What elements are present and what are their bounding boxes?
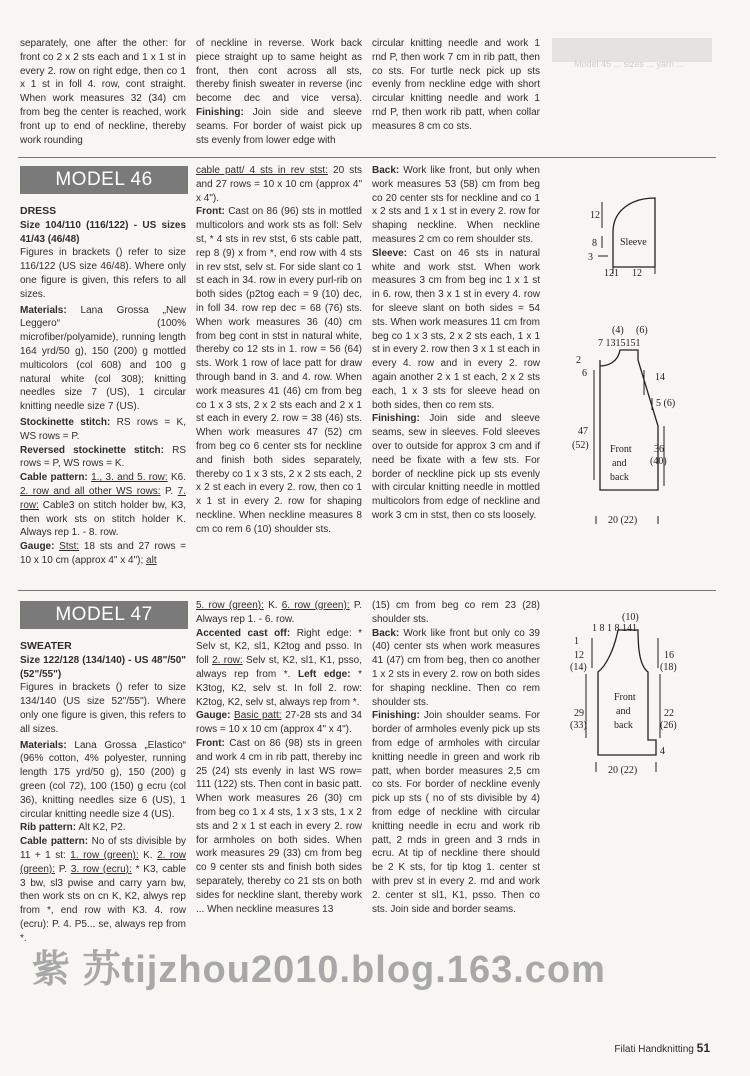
model-46-size: Size 104/110 (116/122) - US sizes 41/43 (46/48) xyxy=(20,219,186,245)
dress-dim-14: 14 xyxy=(655,372,665,383)
model-47-shoulder: (15) cm from beg co rem 23 (28) shoulder sts. xyxy=(372,600,540,625)
footer-brand: Filati Handknitting xyxy=(614,1044,694,1055)
gauge-text: 27-28 sts and 34 rows = 10 x 10 cm (approx 4" x 4"). xyxy=(196,710,362,736)
sleeve-dim-3: 3 xyxy=(588,252,593,263)
model-46-schematics xyxy=(560,190,720,530)
accent-label: Accented cast off: xyxy=(196,627,291,639)
sweater-label-and: and xyxy=(616,706,631,717)
cable-rows-3: 7. row: xyxy=(20,485,187,511)
model-46-back: Work like front, but only when work measures 53 (58) cm from beg co 20 center sts for neckline and co 1 x 2 sts and 1 x 1 st in every 2. row for shaping neckline. When neckline measures 2 cm co rem shoulder sts. xyxy=(372,165,540,245)
sweater-schematic xyxy=(560,610,720,785)
rib-text: Alt K2, P2. xyxy=(78,822,126,834)
front-label: Front: xyxy=(196,206,225,218)
materials-label: Materials: xyxy=(20,304,67,316)
top-col-3-text: circular knitting needle and work 1 rnd P, then work 7 cm in rib patt, then co sts. For turtle neck pick up sts evenly from neckline edge with short circular knitting needle and work 1 rnd P, then work rib patt, when collar measures 8 cm co sts. xyxy=(372,38,540,132)
gauge-label: Gauge: xyxy=(196,710,231,722)
cable-patt-gauge-label: cable patt/ 4 sts in rev stst: xyxy=(196,165,328,176)
row-5: 5. row (green): xyxy=(196,600,264,611)
dress-dim-bottom: 20 (22) xyxy=(608,515,638,526)
row-5-text: K. xyxy=(268,600,278,611)
row-3-text: * K3, cable 3 bw, sl3 pwise and carry yarn bw, then work sts on cn K, K2, alwys rep from *, end xyxy=(20,863,187,917)
model-47-col-1 xyxy=(20,640,186,946)
section-divider-1 xyxy=(18,157,716,158)
sweater-dim-4: 4 xyxy=(660,746,665,757)
sleeve-schematic xyxy=(588,198,655,279)
left-edge-label: Left edge: xyxy=(297,668,351,680)
top-col-1 xyxy=(20,37,186,147)
rev-stockinette-text: RS rows = P, WS rows = K. xyxy=(20,444,186,470)
rev-stockinette-label: Reversed stockinette stitch: xyxy=(20,444,164,456)
model-46-col-2 xyxy=(196,164,362,537)
sleeve-dim-8: 8 xyxy=(592,238,597,249)
model-46-finishing: Join side and sleeve seams, sew in sleeves. Fold sleeves over to outside for approx 3 cm and if need be fixate with a few sts. For border of neckline pick up sts evenly with circular knitting needle in mottled multicolors from edge of neckline and work 3 cm in stst, then co sts loosely. xyxy=(372,413,540,521)
sleeve-label: Sleeve: xyxy=(372,247,408,259)
sweater-dim-14: (14) xyxy=(570,662,587,673)
sweater-dim-22: 22 xyxy=(664,708,674,719)
model-47-size-note: Figures in brackets () refer to size 134/140 (US size 52"/55"). Where only one figure is given, this refers to all sizes. xyxy=(20,682,186,735)
row-2-text: P. xyxy=(58,863,67,875)
model-46-size-note: Figures in brackets () refer to size 116/122 (US size 46/48). Where only one figure is given, this refers to all sizes. xyxy=(20,247,186,300)
sweater-dim-16: 16 xyxy=(664,650,674,661)
dress-top-4: (4) xyxy=(612,325,624,336)
model-46-title: DRESS xyxy=(20,205,57,217)
materials-label: Materials: xyxy=(20,739,67,751)
model-46-sleeve: Cast on 46 sts in natural white and work stst. When work measures 3 cm from beg inc 1 x 1 st in 6. row, then 3 x 1 st in every 4. row for sleeve slant on both sides = 54 sts. When work measures 11 cm from beg co 1 x 3 sts, 2 x 2 sts each, 1 x 1 st in every 2. row then 3 x 1 st each in every 4. row and in every 2. row again another 2 x 1 st each, 2 x 2 sts each, 1 x 3 sts for sleeve head on both sides, then co rem sts. xyxy=(372,247,541,411)
section-divider-2 xyxy=(18,590,716,591)
cable-rows-1: 1., 3. and 5. row: xyxy=(91,472,168,484)
finishing-label: Finishing: xyxy=(372,710,420,722)
page-footer xyxy=(614,1041,710,1055)
dress-label-front: Front xyxy=(610,444,632,455)
cable-text-2: P. xyxy=(165,485,174,497)
model-47-banner: MODEL 47 xyxy=(20,601,188,629)
cable-text-3: Cable3 on stitch holder bw, K3, then work sts on stitch holder K. Always rep 1. - 8. row. xyxy=(20,499,186,539)
cable-label: Cable pattern: xyxy=(20,836,89,848)
gauge-basic: Basic patt: xyxy=(234,710,282,722)
cable-text-1: K6. xyxy=(171,472,187,484)
dress-label-and: and xyxy=(612,458,627,469)
left-edge-text: * K3tog, K2, selv st. In foll 2. row: K2tog, K2, selv st, always rep from *. xyxy=(196,668,363,708)
sleeve-dim-12: 12 xyxy=(590,210,600,221)
sweater-label-back: back xyxy=(614,720,633,731)
sweater-dim-bottom: 20 (22) xyxy=(608,765,638,776)
sweater-dim-12: 12 xyxy=(574,650,584,661)
sweater-dim-1: 1 xyxy=(574,636,579,647)
rib-label: Rib pattern: xyxy=(20,822,77,834)
row-3: 3. row (ecru): xyxy=(70,863,132,875)
top-col-2-text: of neckline in reverse. Work back piece straight up to same height as front, then cont across all sts, thereby finish sweater in reverse (inc become dec and vice versa). xyxy=(196,38,362,105)
dress-dim-40: (40) xyxy=(650,456,667,467)
model-46-col-1 xyxy=(20,205,186,568)
stockinette-label: Stockinette stitch: xyxy=(20,416,111,428)
sweater-label-front: Front xyxy=(614,692,636,703)
cable-text: No of sts divisible by 11 + 1 st: xyxy=(20,836,187,861)
sleeve-dim-121: 121 xyxy=(604,268,619,279)
top-col-1-text: separately, one after the other: for front co 2 x 2 sts each and 1 x 1 st in every 2. row on right edge, then co 1 x 1 st in foll 4. row, cont straight. When work measures 32 (34) cm from beg the center is reached, work front up to end of neckline, thereby work rounding xyxy=(20,38,186,146)
dress-dim-6: 6 xyxy=(582,368,587,379)
dress-front-schematic xyxy=(572,325,675,526)
dress-dim-5: 5 (6) xyxy=(656,398,676,409)
row-6: 6. row (green): xyxy=(281,600,350,611)
sweater-dim-33: (33) xyxy=(570,720,587,731)
dress-label-back: back xyxy=(610,472,629,483)
ghost-text: Model 45 ... sizes ... yarn ... xyxy=(574,59,685,69)
front-label: Front: xyxy=(196,737,225,749)
finishing-label: Finishing: xyxy=(196,106,244,118)
gauge-label: Gauge: xyxy=(20,541,55,553)
row-6-text: P. Always rep 1. - 6. row. xyxy=(196,600,362,625)
back-label: Back: xyxy=(372,165,400,176)
sweater-dim-29: 29 xyxy=(574,708,584,719)
watermark: 紫 苏tijzhou2010.blog.163.com xyxy=(32,949,606,991)
dress-dim-47: 47 xyxy=(578,426,588,437)
cable-rows-2: 2. row and all other WS rows: xyxy=(20,485,161,497)
top-col-2-finishing: Join side and sleeve seams. For border of waist pick up sts evenly from lower edge with xyxy=(196,106,362,146)
row-2: 2. row (green): xyxy=(20,849,187,875)
accent-text: Right edge: * Selv st, K2, sl1, K2tog and psso. In foll xyxy=(196,627,363,667)
model-46-front: Cast on 86 (96) sts in mottled multicolors and work sts as foll: Selv st, * 4 sts in rev stst, 6 sts cable patt, rep 8 (9) x from *, end row with 4 sts in rev stst, selv st. For side slant co 1 st each in 34. row in every purl-rib on both sides (p2tog each = 9 (10) dec, in foll 34. row rep dec = 68 (76) sts. When work measures 36 (40) cm from beg cont in stst in natural white, thereby co 12 sts in 1. row = 56 (64) sts. Work 1 row of lace patt for draw through band in 3. and 4. row. When work measures 41 (46) cm from beg co 1 x 3 sts, 2 x 2 sts each and 2 x 1 st each in every 2. row = 38 (46) sts. When work measures 47 (52) cm from beg co 6 center sts for neckline and finish both sides separately, thereby co 1 x 3 sts, 2 x 2 sts each, 2 x 2 st each in every 2. row, then co 1 x 1 st in every 2. row for shaping neckline. When neckline measures 8 cm co rem 6 (10) shoulder sts. xyxy=(196,206,362,535)
stockinette-text: RS rows = K, WS rows = P. xyxy=(20,416,186,442)
cable-label: Cable pattern: xyxy=(20,472,88,484)
cable-patt-gauge: 20 sts and 27 rows = 10 x 10 cm (approx 4" x 4"). xyxy=(196,165,362,204)
model-47-col-2 xyxy=(196,599,362,916)
sweater-top-dims: 1 8 1 8 141 xyxy=(592,623,637,634)
top-col-3 xyxy=(372,37,540,134)
model-47-title: SWEATER xyxy=(20,640,72,652)
accent-text-2: Selv st, K2, sl1, K1, psso, always rep from *. xyxy=(196,655,362,680)
row-4-text: P5... se, always rep from *. xyxy=(20,918,187,944)
gauge-alt: alt xyxy=(146,554,157,566)
back-label: Back: xyxy=(372,627,400,639)
dress-top-6: (6) xyxy=(636,325,648,336)
row-1: 1. row (green): xyxy=(70,849,139,861)
page-number: 51 xyxy=(696,1041,710,1055)
sleeve-dim-12b: 12 xyxy=(632,268,642,279)
model-47-size: Size 122/128 (134/140) - US 48"/50" (52"/55") xyxy=(20,654,186,680)
sweater-top-10: (10) xyxy=(622,612,639,623)
model-46-col-3 xyxy=(372,164,540,523)
model-46-materials: Lana Grossa „New Leggero“ (100% microfiber/polyamide), running length 164 yrd/50 g), 150 (200) g mottled multicolors (col 608) and 100 g natural white (col 308); knitting needles size 7 (US), 1 circular knitting needle size 7 (US). xyxy=(20,304,187,413)
finishing-label: Finishing: xyxy=(372,413,420,425)
model-46-banner: MODEL 46 xyxy=(20,166,188,194)
dress-dim-52: (52) xyxy=(572,440,589,451)
sweater-dim-18: (18) xyxy=(660,662,677,673)
dress-top-dims: 7 1315151 xyxy=(598,338,641,349)
sweater-dim-26: (26) xyxy=(660,720,677,731)
sleeve-label: Sleeve xyxy=(620,237,647,248)
row-4: row with K3. 4. row (ecru): P. 4. xyxy=(20,905,186,930)
model-47-front: Cast on 86 (98) sts in green and work 4 cm in rib patt, thereby inc 25 (24) sts evenly in last WS row= 111 (122) sts. Then cont in basic patt. When work measures 26 (30) cm from beg co 1 x 4 sts, 1 x 3 sts, 1 x 2 sts and 2 x 1 st each in every 2. row for armholes on both sides. When work measures 29 (33) cm from beg co 9 center sts and finish both sides separately, thereby co 21 sts on both sides for neckline slant, thereby work ... When neckline measures 13 xyxy=(196,737,362,915)
model-47-back: Work like front but only co 39 (40) center sts when work measures 41 (47) cm from beg, then co another 1 x 2 sts in every 2. row on both sides for shaping neckline. Then co rem shoulder sts. xyxy=(372,627,540,708)
model-47-materials: Lana Grossa „Elastico“ (96% cotton, 4% polyester, running length 175 yrd/50 g), 150 (200) g green (col 72), 100 (150) g ecru (col 36), knitting needles size 6 (US), 1 circular knitting needle size 4 (US). xyxy=(20,739,186,820)
row-1-text: K. xyxy=(143,849,153,861)
dress-dim-2: 2 xyxy=(576,355,581,366)
dress-dim-36: 36 xyxy=(654,444,664,455)
accent-row: 2. row: xyxy=(212,655,243,667)
gauge-stst: Stst: xyxy=(59,541,80,553)
model-47-finishing: Join shoulder seams. For border of armholes evenly pick up sts from edge of armholes with circular knitting needle in green and work rib patt, when border measures 2,5 cm co sts. For border of neckline evenly pick up sts ( no of sts divisible by 4) from edge of neckline with circular knitting needle in ecru and work rib patt, 2 rnds in green and 3 rnds in ecru. At tip of neckline there should be 2 K sts, for tip ktog 1. center st with prev st in every 2. rnd and work 2. center st sl1, K1, psso. Then co sts. Join side and border seams. xyxy=(372,710,540,915)
top-col-2 xyxy=(196,37,362,147)
model-47-col-3 xyxy=(372,599,540,916)
gauge-text: 18 sts and 27 rows = 10 x 10 cm (approx 4" x 4"); xyxy=(20,541,187,566)
